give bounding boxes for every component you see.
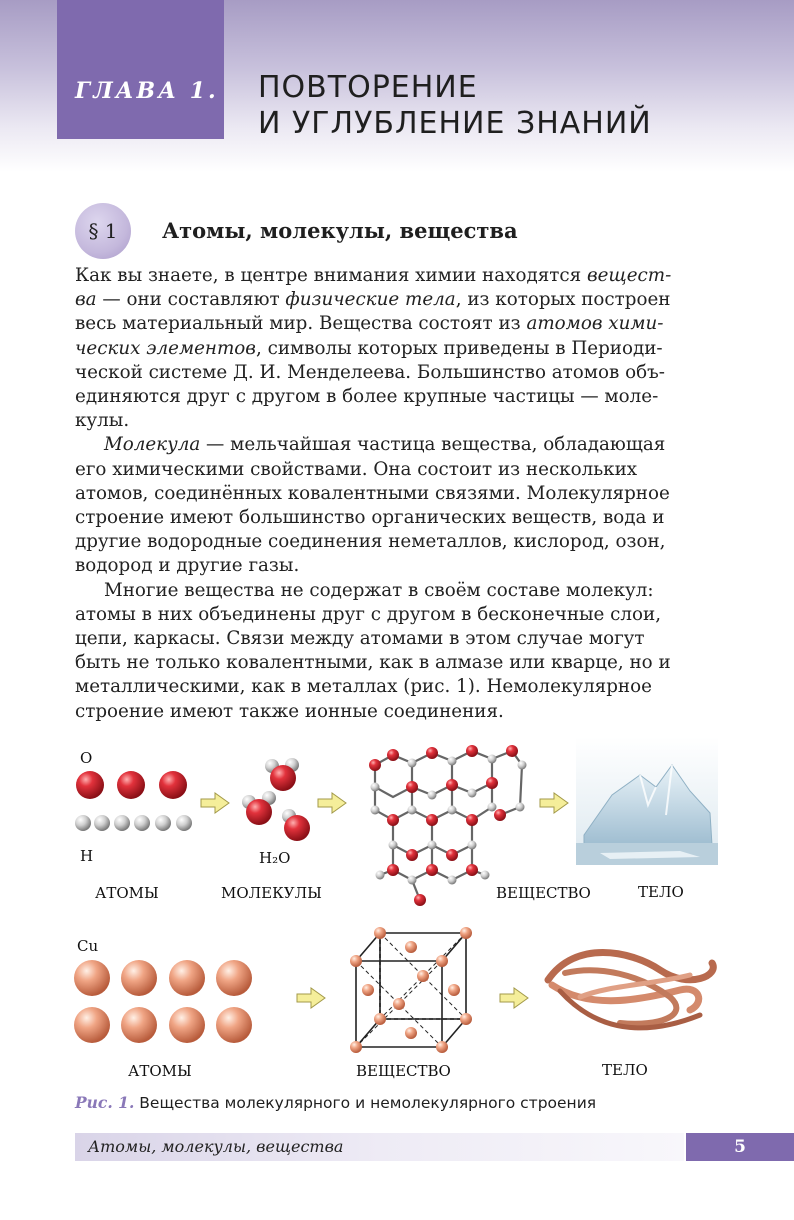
italic-term: физические тела [285,289,456,311]
row2-label-body: ТЕЛО [602,1061,648,1079]
italic-term: Молекула [104,434,201,456]
italic-term: ческих элементов [75,337,256,359]
copper-wire-image [548,953,713,1028]
text-run: металлическими, как в металлах (рис. 1). Немолекулярное [75,676,652,698]
text-run: ческой системе Д. И. Менделеева. Большинство атомов объ- [75,361,665,383]
text-run: атомов, соединённых ковалентными связями. Молекулярное [75,482,670,504]
text-run: быть не только ковалентными, как в алмазе или кварце, но и [75,652,671,674]
chapter-box [57,0,224,139]
text-run: , из которых построен [455,289,671,311]
ice-oxygen-atoms [369,745,518,906]
paragraph-1 [75,264,727,433]
text-run: другие водородные соединения неметаллов, кислород, озон, [75,531,666,553]
water-formula: H₂O [259,849,291,867]
hydrogen-symbol: H [80,847,94,865]
text-run: единяются друг с другом в более крупные частицы — моле- [75,386,659,408]
section-badge-text: § 1 [88,219,118,243]
page-number-box [686,1133,794,1161]
row1-label-substance: ВЕЩЕСТВО [496,884,591,902]
iceberg-image [576,737,718,865]
text-run: водород и другие газы. [75,555,300,577]
text-run: — они составляют [96,289,286,311]
text-run: его химическими свойствами. Она состоит из нескольких [75,458,638,480]
hydrogen-atoms [75,815,192,831]
text-run: Многие вещества не содержат в своём составе молекул: [104,579,654,601]
water-molecules [242,758,310,841]
section-title: Атомы, молекулы, вещества [162,218,518,243]
arrow-icon [201,793,229,813]
chapter-label: ГЛАВА 1. [75,78,219,104]
figure-caption [75,1093,596,1112]
arrow-icon [318,793,346,813]
copper-symbol: Cu [77,937,99,955]
chapter-title [258,70,652,142]
text-run: строение имеют большинство органических веществ, вода и [75,507,665,529]
section-badge [75,203,131,259]
row1-label-body: ТЕЛО [638,883,684,901]
arrow-icon [500,988,528,1008]
text-run: , символы которых приведены в Периоди- [255,337,663,359]
paragraph-2 [75,433,727,578]
text-run: — мельчайшая частица вещества, обладающая [200,434,666,456]
chapter-title-line1: ПОВТОРЕНИЕ [258,70,478,105]
text-run: кулы. [75,410,130,432]
oxygen-atoms [76,771,187,799]
italic-term: атомов хими- [526,313,664,335]
arrow-icon [540,793,568,813]
text-run: весь материальный мир. Вещества состоят из [75,313,527,335]
copper-atoms [74,960,252,1043]
italic-term: вещест- [586,265,672,286]
text-run: атомы в них объединены друг с другом в бесконечные слои, [75,603,662,625]
figure-caption-ref: Рис. 1. [75,1093,135,1112]
row2-label-substance: ВЕЩЕСТВО [356,1062,451,1080]
text-run: цепи, каркасы. Связи между атомами в этом случае могут [75,628,645,650]
figure-1 [0,735,794,1115]
arrow-icon [297,988,325,1008]
figure-caption-text: Вещества молекулярного и немолекулярного строения [134,1094,597,1112]
italic-term: ва [75,289,97,311]
oxygen-symbol: O [80,749,93,767]
running-title: Атомы, молекулы, вещества [88,1137,344,1156]
row1-label-molecules: МОЛЕКУЛЫ [221,884,322,902]
text-run: Как вы знаете, в центре внимания химии находятся [75,265,587,286]
chapter-title-line2: И УГЛУБЛЕНИЕ ЗНАНИЙ [258,106,652,141]
row2-label-atoms: АТОМЫ [128,1062,192,1080]
page-number: 5 [734,1137,746,1157]
text-run: строение имеют также ионные соединения. [75,700,504,722]
body-text [75,264,727,724]
row1-label-atoms: АТОМЫ [95,884,159,902]
paragraph-3 [75,579,727,724]
